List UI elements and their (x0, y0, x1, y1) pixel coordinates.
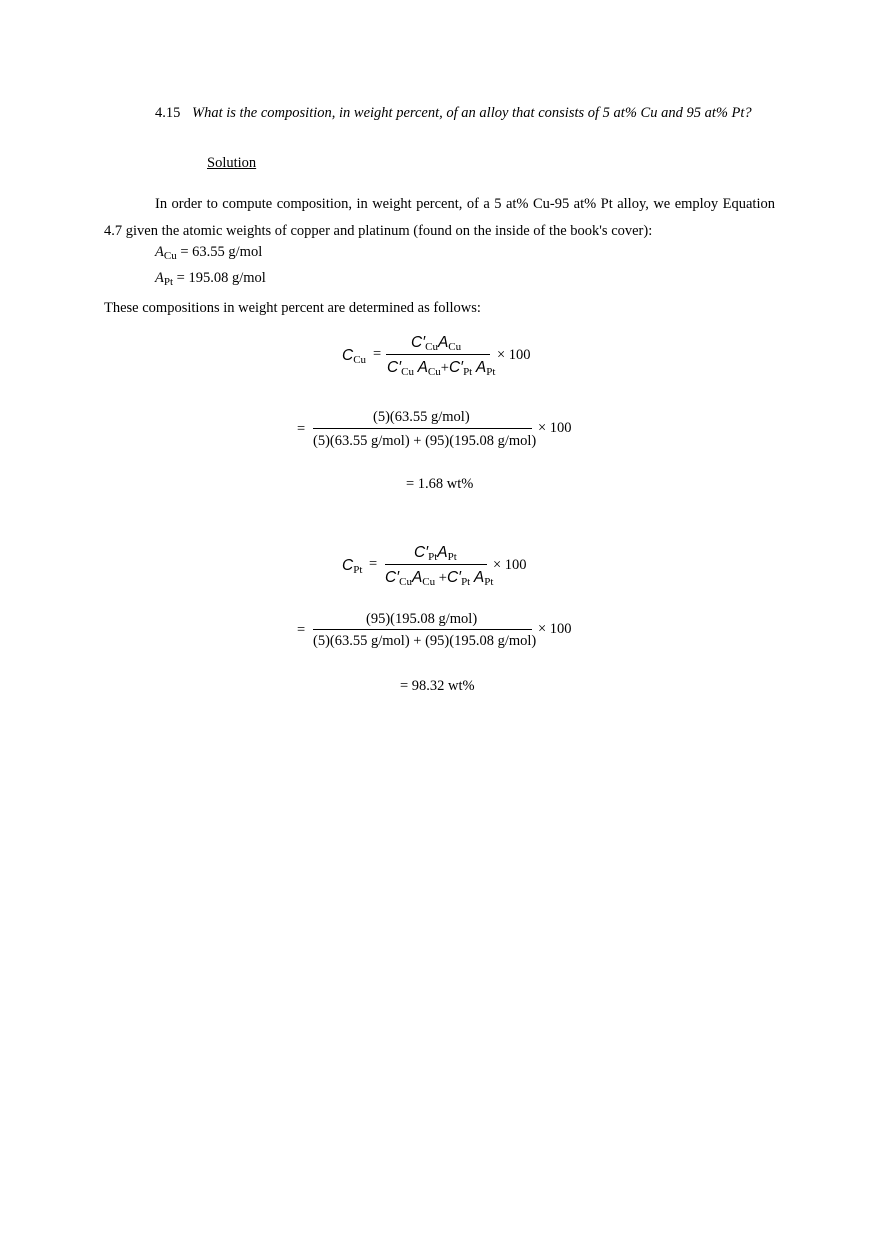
result-pt: = 98.32 wt% (400, 678, 475, 694)
document-page: 4.15 What is the composition, in weight percent, of an alloy that consists of 5 at% Cu and 95 at% Pt? Solution In order to compute composition, in weight percent, of a 5 at% Cu-95 at% Pt alloy, we employ Equation 4.7 given the atomic weights of copper and platinum (found on the inside of the book's cover): $A_{Cu} = 63.55$ g/mol $A_{Pt} = 195.08$ g/mol These compositions in weight percent are determined as follows: $C_{Cu}$ = $C'_{Cu}A_{Cu}$ $C'_{Cu}$ $A_{Cu}+C'_{Pt}$ $A_{Pt}$ × 100 = (5)(63.55 g/mol) (5)(63.55 g/mol) + (95)(195.08 g/mol) × 100 = 1.68 wt% $C_{Pt}$ = $C'_{Pt}A_{Pt}$ $C'_{Cu}A_{Cu} +C'_{Pt}$ $A_{Pt}$ × 100 = (95)(195.08 g/mol) (5)(63.55 g/mol) + (95)(195.08 g/mol) × 100 = 98.32 wt% (0, 0, 880, 1247)
problem-number: 4.15 (155, 105, 181, 121)
solution-heading: Solution (207, 155, 257, 171)
intro-line-2: 4.7 given the atomic weights of copper and platinum (found on the inside of the book's cover): (104, 223, 653, 239)
atomic-weight-pt: $A_{Pt} = 195.08$ g/mol (155, 270, 266, 288)
problem-question: What is the composition, in weight percent, of an alloy that consists of 5 at% Cu and 95 at% Pt? (192, 105, 752, 121)
atomic-weight-cu: $A_{Cu} = 63.55$ g/mol (155, 244, 263, 262)
transition-text: These compositions in weight percent are determined as follows: (104, 300, 481, 316)
result-cu: = 1.68 wt% (406, 476, 474, 492)
intro-line-1: In order to compute composition, in weight percent, of a 5 at% Cu-95 at% Pt alloy, we employ Equation (155, 196, 775, 212)
